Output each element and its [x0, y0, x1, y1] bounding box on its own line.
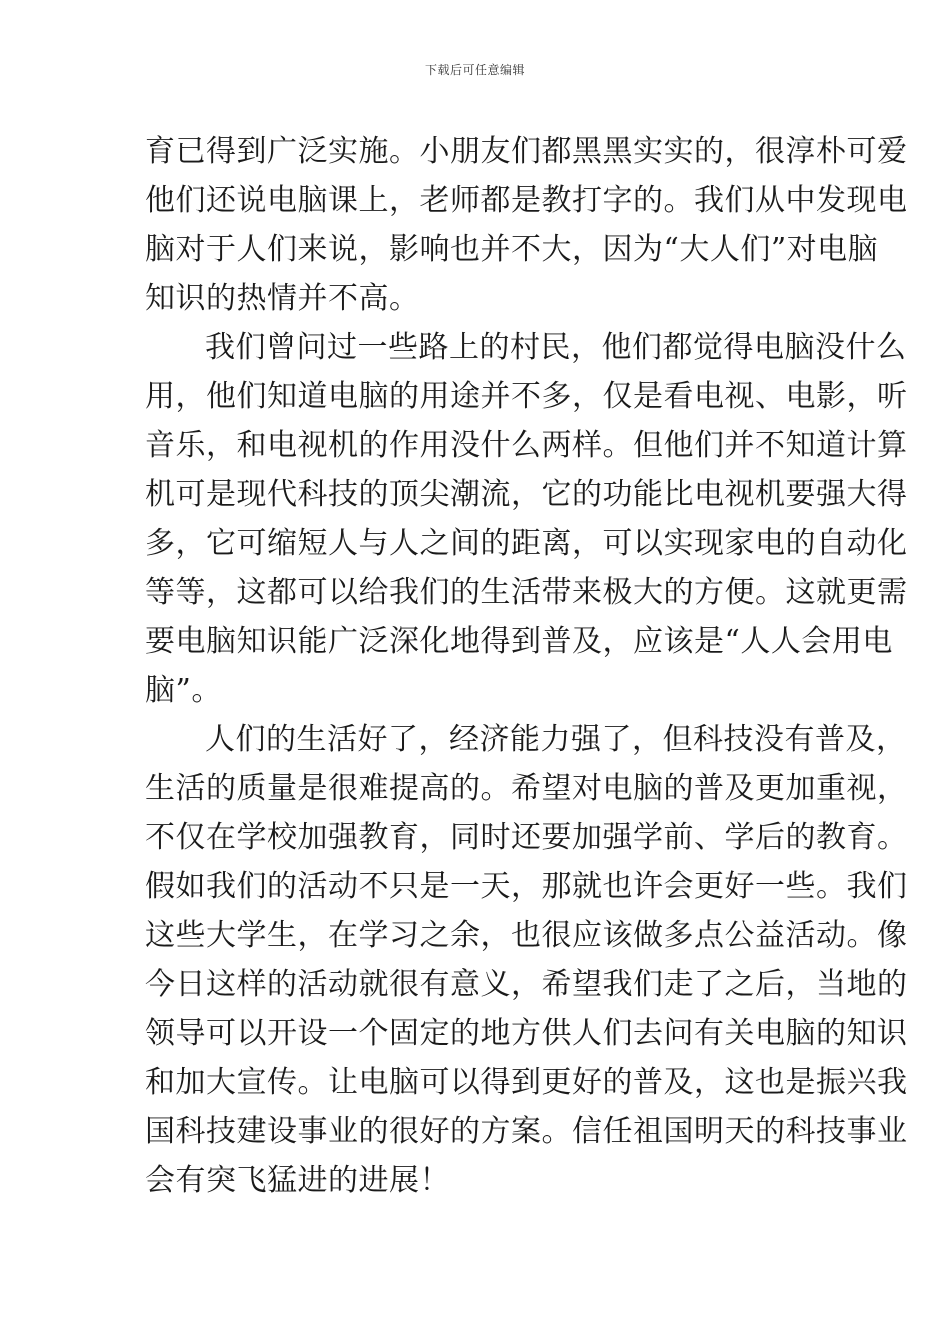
- text-line: 今日这样的活动就很有意义，希望我们走了之后，当地的: [145, 967, 908, 1002]
- text-line: 和加大宣传。让电脑可以得到更好的普及，这也是振兴我: [145, 1065, 908, 1100]
- page-header: 下载后可任意编辑: [424, 63, 525, 77]
- text-line: 我们曾问过一些路上的村民，他们都觉得电脑没什么: [205, 330, 907, 365]
- text-line: 等等，这都可以给我们的生活带来极大的方便。这就更需: [145, 575, 908, 610]
- text-line: 生活的质量是很难提高的。希望对电脑的普及更加重视，: [145, 771, 908, 806]
- text-line: 领导可以开设一个固定的地方供人们去问有关电脑的知识: [145, 1016, 908, 1051]
- text-line: 知识的热情并不高。: [145, 281, 420, 316]
- text-line: 育已得到广泛实施。小朋友们都黑黑实实的，很淳朴可爱: [145, 134, 908, 169]
- text-line: 脑对于人们来说，影响也并不大，因为“大人们”对电脑: [145, 232, 879, 267]
- paragraph: [145, 715, 908, 1205]
- paragraph: [145, 323, 908, 715]
- text-line: 人们的生活好了，经济能力强了，但科技没有普及，: [205, 722, 907, 757]
- text-line: 用，他们知道电脑的用途并不多，仅是看电视、电影，听: [145, 379, 908, 414]
- text-line: 音乐，和电视机的作用没什么两样。但他们并不知道计算: [145, 428, 908, 463]
- text-line: 要电脑知识能广泛深化地得到普及，应该是“人人会用电: [145, 624, 893, 659]
- text-line: 不仅在学校加强教育，同时还要加强学前、学后的教育。: [145, 820, 908, 855]
- text-line: 假如我们的活动不只是一天，那就也许会更好一些。我们: [145, 869, 908, 904]
- text-line: 会有突飞猛进的进展！: [145, 1163, 450, 1198]
- paragraph: [145, 127, 908, 323]
- text-line: 他们还说电脑课上，老师都是教打字的。我们从中发现电: [145, 183, 908, 218]
- text-line: 机可是现代科技的顶尖潮流，它的功能比电视机要强大得: [145, 477, 908, 512]
- text-line: 这些大学生，在学习之余，也很应该做多点公益活动。像: [145, 918, 908, 953]
- document-body: [145, 127, 908, 1205]
- text-line: 脑”。: [145, 673, 222, 708]
- text-line: 国科技建设事业的很好的方案。信任祖国明天的科技事业: [145, 1114, 908, 1149]
- text-line: 多，它可缩短人与人之间的距离，可以实现家电的自动化: [145, 526, 908, 561]
